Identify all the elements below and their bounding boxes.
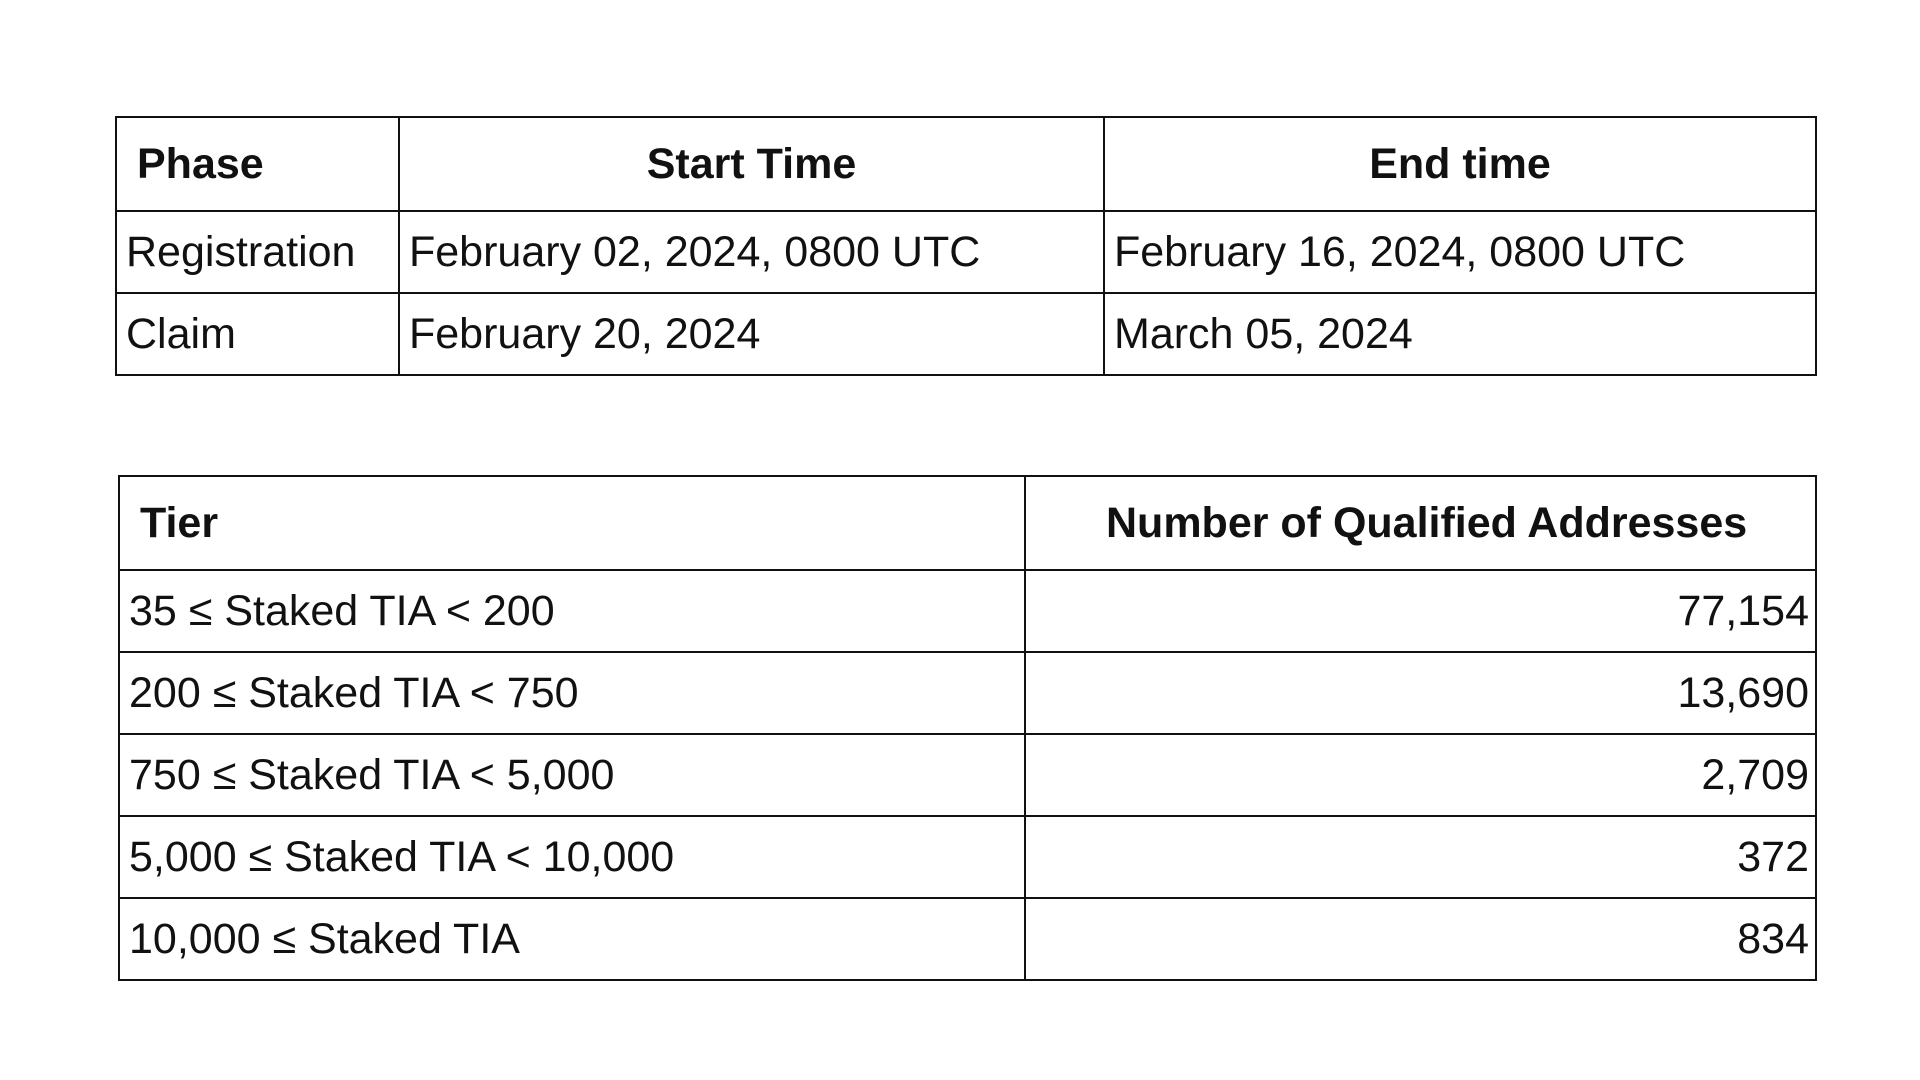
header-number-of-addresses: Number of Qualified Addresses <box>1025 476 1816 570</box>
table-row <box>119 652 1816 734</box>
cell-tier: 35 ≤ Staked TIA < 200 <box>119 570 1025 652</box>
header-start-time: Start Time <box>399 117 1104 211</box>
cell-phase: Registration <box>116 211 399 293</box>
cell-tier: 5,000 ≤ Staked TIA < 10,000 <box>119 816 1025 898</box>
cell-tier: 10,000 ≤ Staked TIA <box>119 898 1025 980</box>
cell-address-count: 2,709 <box>1025 734 1816 816</box>
table-row <box>119 816 1816 898</box>
table-header-row <box>119 476 1816 570</box>
cell-address-count: 77,154 <box>1025 570 1816 652</box>
cell-end-time: February 16, 2024, 0800 UTC <box>1104 211 1816 293</box>
phase-schedule-table <box>115 116 1817 376</box>
cell-start-time: February 02, 2024, 0800 UTC <box>399 211 1104 293</box>
header-phase: Phase <box>116 117 399 211</box>
cell-address-count: 13,690 <box>1025 652 1816 734</box>
tier-addresses-table <box>118 475 1817 981</box>
table-header-row <box>116 117 1816 211</box>
cell-address-count: 834 <box>1025 898 1816 980</box>
header-tier: Tier <box>119 476 1025 570</box>
cell-tier: 750 ≤ Staked TIA < 5,000 <box>119 734 1025 816</box>
table-row <box>119 898 1816 980</box>
table-row <box>116 293 1816 375</box>
cell-tier: 200 ≤ Staked TIA < 750 <box>119 652 1025 734</box>
table-row <box>119 734 1816 816</box>
table-row <box>116 211 1816 293</box>
table-row <box>119 570 1816 652</box>
cell-phase: Claim <box>116 293 399 375</box>
cell-end-time: March 05, 2024 <box>1104 293 1816 375</box>
header-end-time: End time <box>1104 117 1816 211</box>
cell-start-time: February 20, 2024 <box>399 293 1104 375</box>
cell-address-count: 372 <box>1025 816 1816 898</box>
